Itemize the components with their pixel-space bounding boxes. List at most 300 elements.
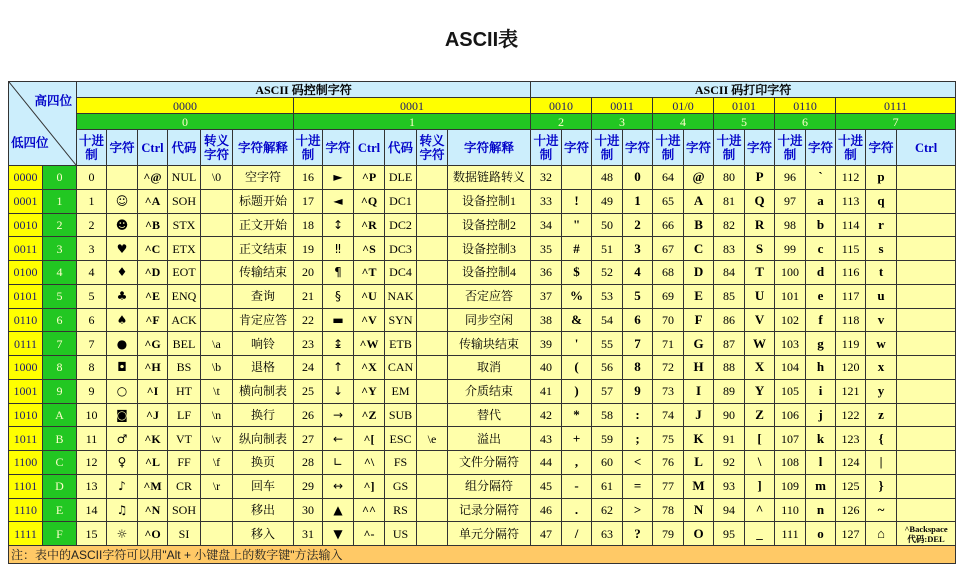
control-code-cell: CR [168,474,201,498]
control-decimal-cell: 24 [294,356,323,380]
control-description-cell: 回车 [233,474,294,498]
print-char-cell: A [684,189,714,213]
print-char-cell: u [866,284,897,308]
control-code-cell: ESC [385,427,417,451]
footer-row [9,546,956,564]
control-decimal-cell: 22 [294,308,323,332]
control-ctrl-key-cell: ^O [138,522,168,546]
print-char-cell: \ [745,451,775,475]
print-char-cell [562,166,592,190]
control-description-cell: 溢出 [448,427,531,451]
print-decimal-cell: 112 [836,166,866,190]
print-char-cell: ? [623,522,653,546]
control-decimal-cell: 18 [294,213,323,237]
print-decimal-cell: 35 [531,237,562,261]
print-decimal-cell: 100 [775,261,806,285]
print-char-cell: F [684,308,714,332]
print-decimal-cell: 68 [653,261,684,285]
control-ctrl-key-cell: ^I [138,379,168,403]
print-char-cell: d [806,261,836,285]
print-decimal-cell: 36 [531,261,562,285]
column-header-decimal: 十进制 [531,130,562,166]
control-escape-cell [201,284,233,308]
print-char-cell: y [866,379,897,403]
low-hex-cell: 1 [43,189,77,213]
control-code-cell: RS [385,498,417,522]
control-ctrl-key-cell: ^H [138,356,168,380]
print-decimal-cell: 59 [592,427,623,451]
print-char-cell: # [562,237,592,261]
print-char-cell: 4 [623,261,653,285]
control-decimal-cell: 25 [294,379,323,403]
control-char-cell: ☺ [107,189,138,213]
print-decimal-cell: 78 [653,498,684,522]
control-description-cell: 查询 [233,284,294,308]
print-char-cell: 7 [623,332,653,356]
print-decimal-cell: 107 [775,427,806,451]
table-row [9,451,956,475]
print-decimal-cell: 39 [531,332,562,356]
print-ctrl-cell [897,213,956,237]
print-char-cell: j [806,403,836,427]
print-char-cell: C [684,237,714,261]
print-char-cell: ; [623,427,653,451]
print-char-cell: z [866,403,897,427]
low-bits-cell: 1000 [9,356,43,380]
print-char-cell: D [684,261,714,285]
print-decimal-cell: 86 [714,308,745,332]
control-char-cell: ♠ [107,308,138,332]
column-header-decimal: 十进制 [77,130,107,166]
control-decimal-cell: 7 [77,332,107,356]
print-char-cell: 0 [623,166,653,190]
control-char-cell: ☻ [107,213,138,237]
control-escape-cell [417,474,448,498]
print-decimal-cell: 50 [592,213,623,237]
column-header-char: 字符 [323,130,354,166]
control-decimal-cell: 3 [77,237,107,261]
print-decimal-cell: 42 [531,403,562,427]
column-header-ctrl: Ctrl [354,130,385,166]
print-decimal-cell: 32 [531,166,562,190]
print-decimal-cell: 101 [775,284,806,308]
print-char-cell: m [806,474,836,498]
control-decimal-cell: 4 [77,261,107,285]
control-code-cell: DC2 [385,213,417,237]
print-ctrl-text: ^Backspace [904,523,948,534]
control-decimal-cell: 26 [294,403,323,427]
print-decimal-cell: 119 [836,332,866,356]
print-char-cell: O [684,522,714,546]
control-ctrl-key-cell: ^A [138,189,168,213]
print-decimal-cell: 38 [531,308,562,332]
control-description-cell: 横向制表 [233,379,294,403]
control-code-cell: ETX [168,237,201,261]
print-decimal-cell: 52 [592,261,623,285]
control-ctrl-key-cell: ^D [138,261,168,285]
column-header-char: 字符 [562,130,592,166]
table-row [9,189,956,213]
control-char-cell: ¶ [323,261,354,285]
print-decimal-cell: 61 [592,474,623,498]
control-escape-cell [417,237,448,261]
control-char-cell: ◄ [323,189,354,213]
print-decimal-cell: 41 [531,379,562,403]
print-char-cell: = [623,474,653,498]
control-char-cell: ♪ [107,474,138,498]
corner-header-cell [9,82,77,166]
high-hex-cell: 6 [775,114,836,130]
control-decimal-cell: 6 [77,308,107,332]
column-header-code: 代码 [168,130,201,166]
control-ctrl-key-cell: ^@ [138,166,168,190]
control-code-cell: DC1 [385,189,417,213]
print-decimal-cell: 126 [836,498,866,522]
control-escape-cell [417,403,448,427]
high-hex-cell: 2 [531,114,592,130]
print-decimal-cell: 40 [531,356,562,380]
print-ctrl-cell [897,522,956,546]
control-description-cell: 设备控制1 [448,189,531,213]
high-bits-cell: 0101 [714,98,775,114]
print-decimal-cell: 109 [775,474,806,498]
print-decimal-cell: 75 [653,427,684,451]
high-bits-cell: 0001 [294,98,531,114]
low-hex-cell: 3 [43,237,77,261]
control-ctrl-key-cell: ^X [354,356,385,380]
print-decimal-cell: 60 [592,451,623,475]
print-char-cell: v [866,308,897,332]
control-escape-cell [201,261,233,285]
table-row [9,356,956,380]
print-char-cell: h [806,356,836,380]
print-decimal-cell: 94 [714,498,745,522]
control-escape-cell: \n [201,403,233,427]
control-description-cell: 纵向制表 [233,427,294,451]
table-row [9,403,956,427]
control-char-cell: ● [107,332,138,356]
column-header-decimal: 十进制 [836,130,866,166]
control-decimal-cell: 28 [294,451,323,475]
control-escape-cell [417,379,448,403]
control-char-cell [107,166,138,190]
control-code-cell: SUB [385,403,417,427]
print-decimal-cell: 124 [836,451,866,475]
control-escape-cell [417,261,448,285]
print-char-cell: 6 [623,308,653,332]
high-bits-cell: 0111 [836,98,956,114]
high-hex-row [9,114,956,130]
control-escape-cell [417,189,448,213]
print-ctrl-cell [897,498,956,522]
high-bits-cell: 0011 [592,98,653,114]
control-ctrl-key-cell: ^[ [354,427,385,451]
control-description-cell: 换页 [233,451,294,475]
print-char-cell: Y [745,379,775,403]
column-header-description: 字符解释 [448,130,531,166]
high-bits-cell: 0010 [531,98,592,114]
control-escape-cell [201,213,233,237]
print-char-cell: T [745,261,775,285]
print-decimal-cell: 57 [592,379,623,403]
print-decimal-cell: 97 [775,189,806,213]
print-char-cell: c [806,237,836,261]
print-char-cell: : [623,403,653,427]
print-char-cell: G [684,332,714,356]
print-char-cell: ( [562,356,592,380]
low-bits-cell: 1101 [9,474,43,498]
page-title: ASCII表 [444,29,519,51]
control-code-cell: SOH [168,189,201,213]
print-decimal-cell: 73 [653,379,684,403]
control-code-cell: ENQ [168,284,201,308]
low-bits-cell: 0001 [9,189,43,213]
print-char-cell: / [562,522,592,546]
control-description-cell: 响铃 [233,332,294,356]
table-row [9,498,956,522]
low-bits-cell: 0000 [9,166,43,190]
print-decimal-cell: 82 [714,213,745,237]
control-decimal-cell: 14 [77,498,107,522]
table-row [9,427,956,451]
high-bits-label: 高四位 [34,94,72,108]
control-char-cell: ▬ [323,308,354,332]
print-decimal-cell: 125 [836,474,866,498]
control-description-cell: 换行 [233,403,294,427]
print-char-cell: ! [562,189,592,213]
print-decimal-cell: 77 [653,474,684,498]
print-char-cell: " [562,213,592,237]
control-description-cell: 空字符 [233,166,294,190]
print-decimal-cell: 70 [653,308,684,332]
print-ctrl-cell [897,451,956,475]
control-char-cell: ► [323,166,354,190]
control-char-cell: § [323,284,354,308]
control-escape-cell [201,522,233,546]
print-char-cell: S [745,237,775,261]
control-ctrl-key-cell: ^U [354,284,385,308]
control-decimal-cell: 1 [77,189,107,213]
control-char-cell: ▲ [323,498,354,522]
low-bits-cell: 0101 [9,284,43,308]
print-char-cell: q [866,189,897,213]
column-header-escape: 转义字符 [201,130,233,166]
control-ctrl-key-cell: ^^ [354,498,385,522]
low-hex-cell: 2 [43,213,77,237]
print-char-cell: | [866,451,897,475]
print-decimal-cell: 127 [836,522,866,546]
print-decimal-cell: 111 [775,522,806,546]
control-ctrl-key-cell: ^S [354,237,385,261]
control-description-cell: 否定应答 [448,284,531,308]
control-escape-cell: \0 [201,166,233,190]
control-ctrl-key-cell: ^K [138,427,168,451]
control-description-cell: 设备控制3 [448,237,531,261]
control-ctrl-key-cell: ^W [354,332,385,356]
print-decimal-cell: 96 [775,166,806,190]
low-bits-label: 低四位 [11,136,49,150]
print-decimal-cell: 99 [775,237,806,261]
print-char-cell: % [562,284,592,308]
control-description-cell: 正文开始 [233,213,294,237]
high-hex-cell: 4 [653,114,714,130]
column-header-char: 字符 [866,130,897,166]
low-hex-cell: C [43,451,77,475]
low-hex-cell: 0 [43,166,77,190]
control-decimal-cell: 12 [77,451,107,475]
control-char-cell: ↔ [323,474,354,498]
control-description-cell: 肯定应答 [233,308,294,332]
column-header-char: 字符 [107,130,138,166]
control-code-cell: DLE [385,166,417,190]
print-decimal-cell: 54 [592,308,623,332]
table-row [9,261,956,285]
print-decimal-cell: 46 [531,498,562,522]
print-decimal-cell: 121 [836,379,866,403]
low-hex-cell: 5 [43,284,77,308]
control-decimal-cell: 19 [294,237,323,261]
print-ctrl-cell [897,166,956,190]
control-char-cell: ♫ [107,498,138,522]
control-code-cell: STX [168,213,201,237]
print-decimal-cell: 113 [836,189,866,213]
print-decimal-cell: 98 [775,213,806,237]
control-description-cell: 单元分隔符 [448,522,531,546]
low-hex-cell: 9 [43,379,77,403]
control-decimal-cell: 27 [294,427,323,451]
low-hex-cell: D [43,474,77,498]
control-ctrl-key-cell: ^Q [354,189,385,213]
print-decimal-cell: 102 [775,308,806,332]
print-decimal-cell: 104 [775,356,806,380]
high-hex-cell: 1 [294,114,531,130]
control-ctrl-key-cell: ^M [138,474,168,498]
low-hex-cell: F [43,522,77,546]
print-decimal-cell: 67 [653,237,684,261]
print-decimal-cell: 120 [836,356,866,380]
print-char-cell: I [684,379,714,403]
print-decimal-cell: 34 [531,213,562,237]
control-decimal-cell: 23 [294,332,323,356]
control-char-cell: ♥ [107,237,138,261]
low-bits-cell: 1110 [9,498,43,522]
print-decimal-cell: 49 [592,189,623,213]
print-char-cell: M [684,474,714,498]
print-decimal-cell: 64 [653,166,684,190]
low-hex-cell: E [43,498,77,522]
control-decimal-cell: 10 [77,403,107,427]
control-char-cell: ↑ [323,356,354,380]
control-ctrl-key-cell: ^\ [354,451,385,475]
print-char-cell: { [866,427,897,451]
control-decimal-cell: 15 [77,522,107,546]
print-char-cell: . [562,498,592,522]
control-ctrl-key-cell: ^N [138,498,168,522]
print-char-cell: & [562,308,592,332]
print-decimal-cell: 115 [836,237,866,261]
control-char-cell: ☼ [107,522,138,546]
low-hex-cell: B [43,427,77,451]
print-decimal-cell: 118 [836,308,866,332]
print-ctrl-cell [897,332,956,356]
control-description-cell: 同步空闲 [448,308,531,332]
high-bits-row [9,98,956,114]
control-code-cell: SI [168,522,201,546]
control-decimal-cell: 16 [294,166,323,190]
control-description-cell: 移入 [233,522,294,546]
control-ctrl-key-cell: ^V [354,308,385,332]
control-escape-cell [417,166,448,190]
control-decimal-cell: 20 [294,261,323,285]
print-char-cell: 1 [623,189,653,213]
control-code-cell: BEL [168,332,201,356]
high-bits-cell: 0000 [77,98,294,114]
high-hex-cell: 3 [592,114,653,130]
control-char-cell: ♦ [107,261,138,285]
control-ctrl-key-cell: ^B [138,213,168,237]
control-escape-cell [417,308,448,332]
control-decimal-cell: 5 [77,284,107,308]
print-decimal-cell: 80 [714,166,745,190]
print-ctrl-cell [897,356,956,380]
low-bits-cell: 1100 [9,451,43,475]
print-char-cell: ) [562,379,592,403]
print-decimal-cell: 92 [714,451,745,475]
control-char-cell: ↨ [323,332,354,356]
low-bits-cell: 1111 [9,522,43,546]
control-ctrl-key-cell: ^J [138,403,168,427]
print-ctrl-cell [897,237,956,261]
print-char-cell: t [866,261,897,285]
control-ctrl-key-cell: ^C [138,237,168,261]
print-char-cell: E [684,284,714,308]
control-description-cell: 取消 [448,356,531,380]
print-char-cell: @ [684,166,714,190]
table-footer [9,546,956,564]
control-description-cell: 记录分隔符 [448,498,531,522]
table-row [9,332,956,356]
print-decimal-cell: 69 [653,284,684,308]
print-decimal-cell: 33 [531,189,562,213]
control-code-cell: FS [385,451,417,475]
print-ctrl-cell [897,379,956,403]
print-decimal-cell: 51 [592,237,623,261]
control-ctrl-key-cell: ^Y [354,379,385,403]
print-char-cell: ' [562,332,592,356]
print-char-cell: Q [745,189,775,213]
print-char-cell: ^ [745,498,775,522]
print-decimal-cell: 103 [775,332,806,356]
control-decimal-cell: 9 [77,379,107,403]
print-decimal-cell: 91 [714,427,745,451]
control-escape-cell: \f [201,451,233,475]
control-ctrl-key-cell: ^E [138,284,168,308]
control-decimal-cell: 0 [77,166,107,190]
print-char-cell: P [745,166,775,190]
print-decimal-cell: 87 [714,332,745,356]
control-description-cell: 设备控制2 [448,213,531,237]
control-code-cell: FF [168,451,201,475]
control-decimal-cell: 31 [294,522,323,546]
print-decimal-cell: 56 [592,356,623,380]
print-decimal-cell: 95 [714,522,745,546]
table-row [9,237,956,261]
print-ctrl-cell [897,403,956,427]
control-code-cell: DC3 [385,237,417,261]
print-ctrl-cell [897,474,956,498]
print-char-cell: * [562,403,592,427]
print-char-cell: ` [806,166,836,190]
